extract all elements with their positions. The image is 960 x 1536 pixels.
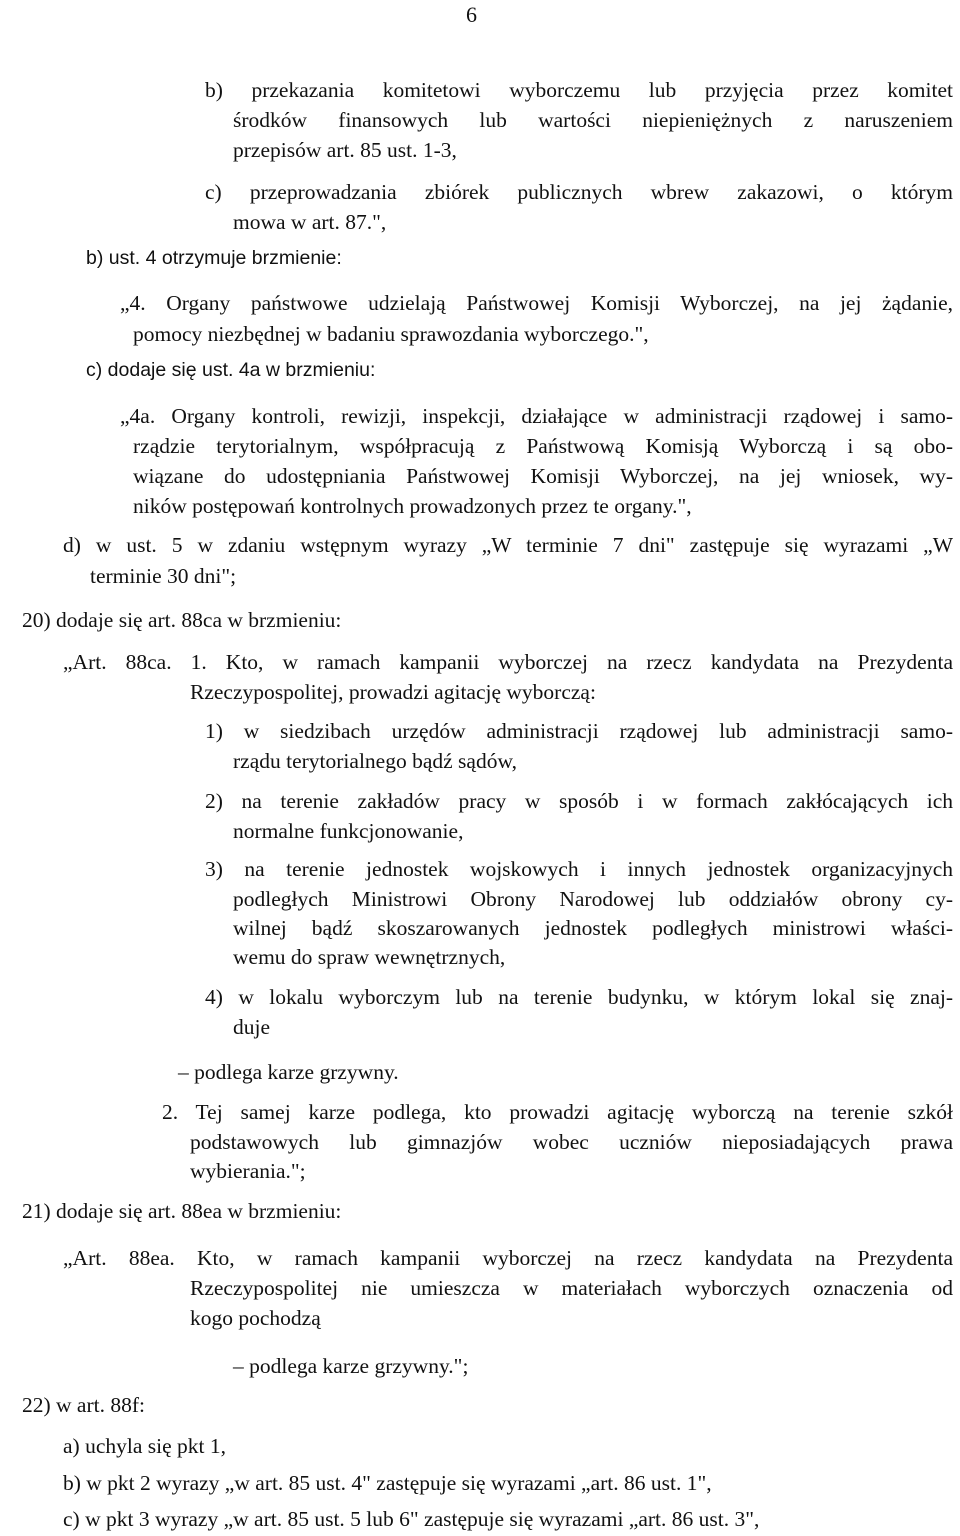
text-line: 4) w lokalu wyborczym lub na terenie budynku, w którym lokal się znaj- xyxy=(205,985,953,1009)
text-line: b) w pkt 2 wyrazy „w art. 85 ust. 4" zastępuje się wyrazami „art. 86 ust. 1", xyxy=(63,1471,712,1495)
text-line: c) dodaje się ust. 4a w brzmieniu: xyxy=(86,359,376,381)
text-line: 20) dodaje się art. 88ca w brzmieniu: xyxy=(22,608,342,632)
text-line: 2) na terenie zakładów pracy w sposób i w formach zakłócających ich xyxy=(205,789,953,813)
text-line: wilnej bądź skoszarowanych jednostek podległych ministrowi właści- xyxy=(233,916,953,940)
text-line: wiązane do udostępniania Państwowej Komisji Wyborczej, na jej wniosek, wy- xyxy=(133,464,953,488)
text-line: pomocy niezbędnej w badaniu sprawozdania wyborczego.", xyxy=(133,322,649,346)
text-line: c) w pkt 3 wyrazy „w art. 85 ust. 5 lub 6" zastępuje się wyrazami „art. 86 ust. 3", xyxy=(63,1507,760,1531)
text-line: 2. Tej samej karze podlega, kto prowadzi agitację wyborczą na terenie szkół xyxy=(162,1100,953,1124)
text-line: b) ust. 4 otrzymuje brzmienie: xyxy=(86,247,342,269)
page-number: 6 xyxy=(466,2,477,27)
text-line: rządu terytorialnego bądź sądów, xyxy=(233,749,517,773)
text-line: „4a. Organy kontroli, rewizji, inspekcji, działające w administracji rządowej i samo- xyxy=(120,404,953,428)
text-line: „Art. 88ea. Kto, w ramach kampanii wyborczej na rzecz kandydata na Prezydenta xyxy=(63,1246,953,1270)
text-line: duje xyxy=(233,1015,271,1039)
text-line: przepisów art. 85 ust. 1-3, xyxy=(233,138,457,162)
text-line: 1) w siedzibach urzędów administracji rządowej lub administracji samo- xyxy=(205,719,953,743)
text-line: rządzie terytorialnym, współpracują z Państwową Komisją Wyborczą i są obo- xyxy=(133,434,953,458)
text-line: kogo pochodzą xyxy=(190,1306,321,1330)
text-line: – podlega karze grzywny. xyxy=(178,1060,399,1084)
text-line: Rzeczypospolitej, prowadzi agitację wyborczą: xyxy=(190,680,596,704)
text-line: 22) w art. 88f: xyxy=(22,1393,145,1417)
text-line: b) przekazania komitetowi wyborczemu lub przyjęcia przez komitet xyxy=(205,78,953,102)
text-line: wybierania."; xyxy=(190,1159,306,1183)
text-line: wemu do spraw wewnętrznych, xyxy=(233,945,506,969)
text-line: środków finansowych lub wartości niepieniężnych z naruszeniem xyxy=(233,108,953,132)
text-line: – podlega karze grzywny."; xyxy=(233,1354,469,1378)
text-line: a) uchyla się pkt 1, xyxy=(63,1434,226,1458)
text-line: d) w ust. 5 w zdaniu wstępnym wyrazy „W terminie 7 dni" zastępuje się wyrazami „W xyxy=(63,533,953,557)
text-line: 3) na terenie jednostek wojskowych i innych jednostek organizacyjnych xyxy=(205,857,953,881)
text-line: „Art. 88ca. 1. Kto, w ramach kampanii wyborczej na rzecz kandydata na Prezydenta xyxy=(63,650,953,674)
text-line: mowa w art. 87.", xyxy=(233,210,387,234)
text-line: c) przeprowadzania zbiórek publicznych wbrew zakazowi, o którym xyxy=(205,180,953,204)
text-line: normalne funkcjonowanie, xyxy=(233,819,464,843)
text-line: podległych Ministrowi Obrony Narodowej lub oddziałów obrony cy- xyxy=(233,887,953,911)
text-line: Rzeczypospolitej nie umieszcza w materiałach wyborczych oznaczenia od xyxy=(190,1276,953,1300)
text-line: „4. Organy państwowe udzielają Państwowej Komisji Wyborczej, na jej żądanie, xyxy=(120,291,953,315)
text-line: 21) dodaje się art. 88ea w brzmieniu: xyxy=(22,1199,342,1223)
text-line: podstawowych lub gimnazjów wobec uczniów nieposiadających prawa xyxy=(190,1130,953,1154)
text-line: ników postępowań kontrolnych prowadzonych przez te organy.", xyxy=(133,494,692,518)
text-line: terminie 30 dni"; xyxy=(90,564,237,588)
